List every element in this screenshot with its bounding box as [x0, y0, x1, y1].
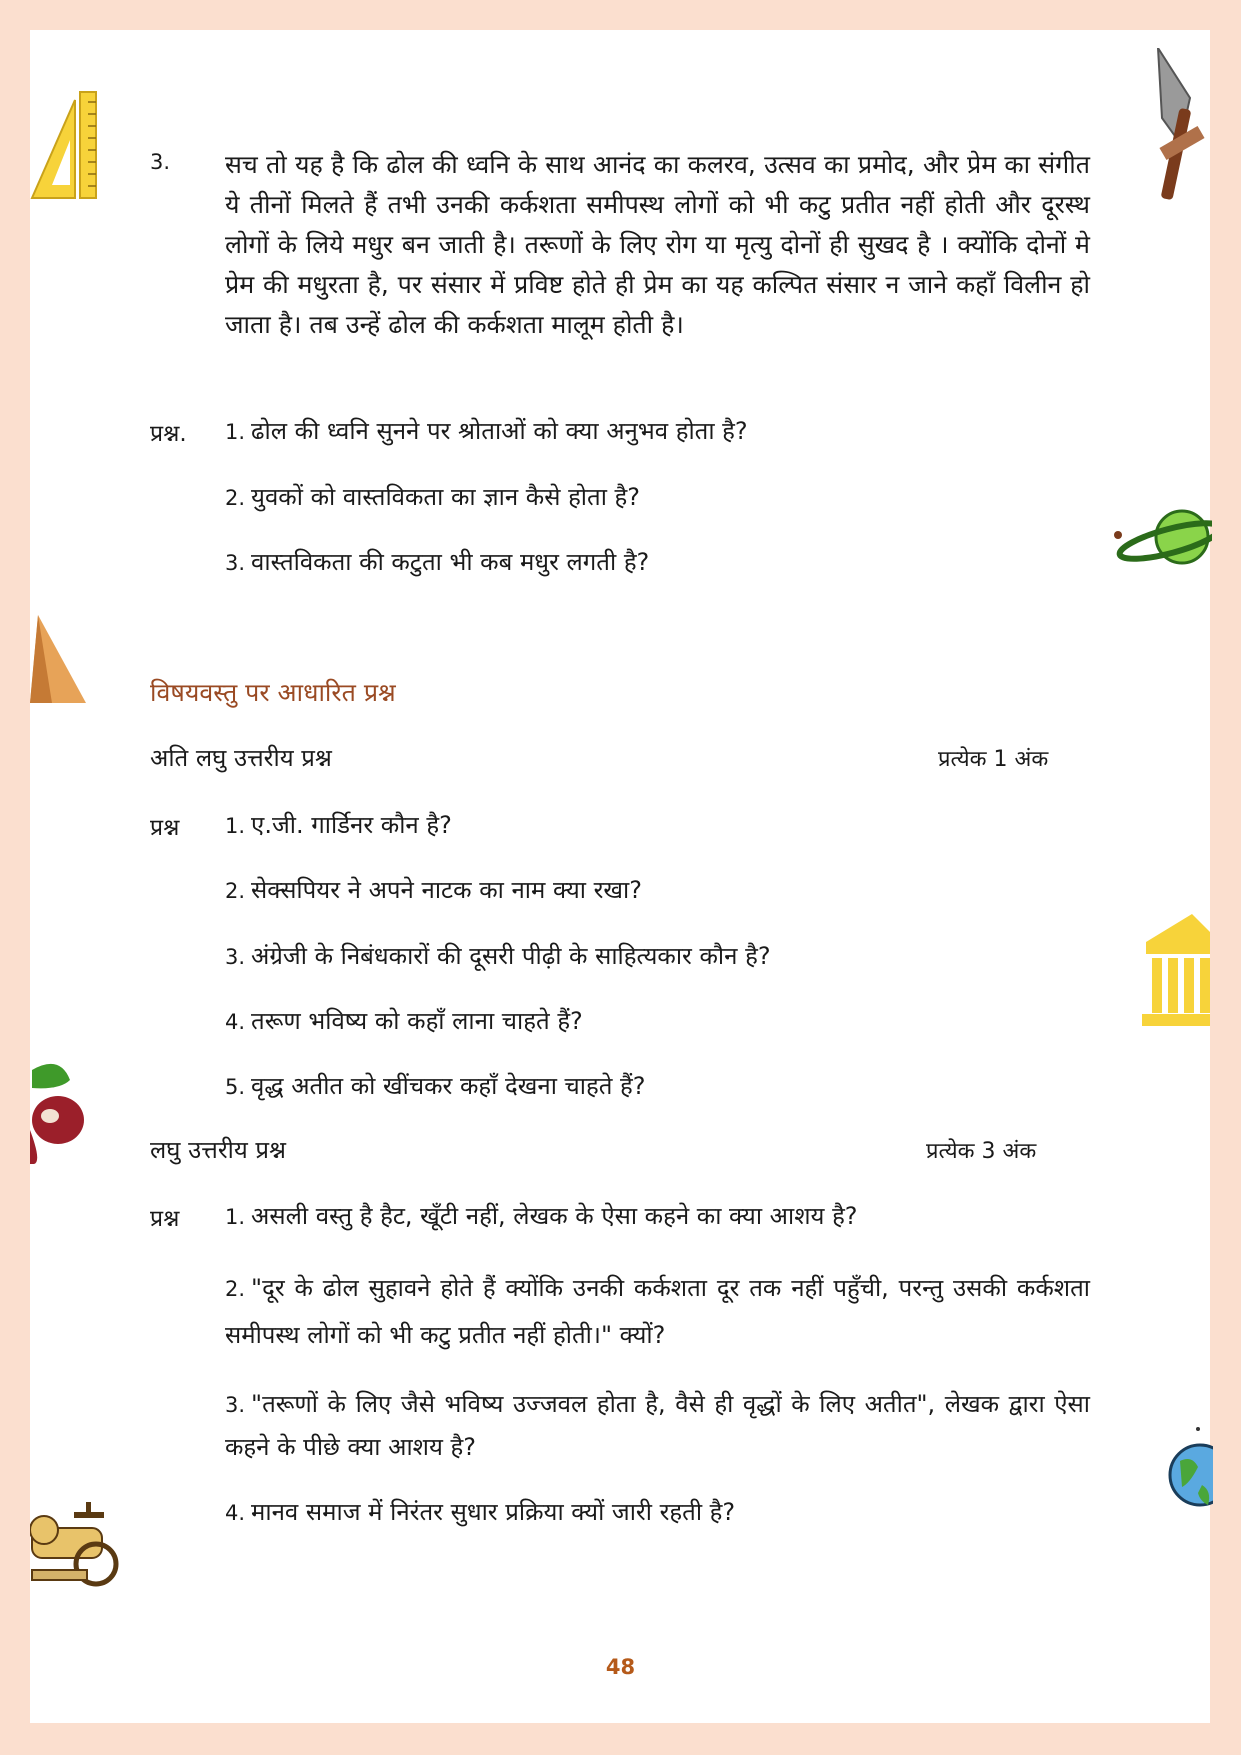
short-title: लघु उत्तरीय प्रश्न [150, 1136, 287, 1164]
short-label: प्रश्न [150, 1206, 180, 1232]
temple-icon [1142, 912, 1210, 1027]
paragraph-number: 3. [150, 150, 171, 174]
stone-axe-icon [1150, 48, 1210, 203]
very-short-question-1: 1. ए.जी. गार्डिनर कौन है? [225, 811, 452, 839]
passage-question-3: 3. वास्तविकता की कटुता भी कब मधुर लगती है? [225, 548, 650, 576]
passage-question-1: 1. ढोल की ध्वनि सुनने पर श्रोताओं को क्या अनुभव होता है? [225, 417, 748, 445]
short-question-2: 2. "दूर के ढोल सुहावने होते हैं क्योंकि उनकी कर्कशता दूर तक नहीं पहुँची, परन्तु उसकी कर्कशता समीपस्थ लोगों को भी कटु प्रतीत नहीं होती।" क्यों? [225, 1274, 1090, 1349]
very-short-question-2: 2. सेक्सपियर ने अपने नाटक का नाम क्या रखा? [225, 876, 643, 904]
very-short-label: प्रश्न [150, 815, 180, 841]
globe-icon [1168, 1425, 1213, 1525]
planet-icon [1112, 505, 1212, 575]
page-number: 48 [605, 1655, 636, 1679]
passage-questions-label: प्रश्न. [150, 421, 187, 447]
very-short-question-3: 3. अंग्रेजी के निबंधकारों की दूसरी पीढ़ी के साहित्यकार कौन है? [225, 942, 771, 970]
pyramid-icon [30, 615, 90, 705]
short-question-1: 1. असली वस्तु है हैट, खूँटी नहीं, लेखक के ऐसा कहने का क्या आशय है? [225, 1202, 858, 1230]
very-short-marks: प्रत्येक 1 अंक [938, 747, 1049, 772]
passage-question-2: 2. युवकों को वास्तविकता का ज्ञान कैसे होता है? [225, 483, 641, 511]
meat-icon [30, 1060, 90, 1165]
short-marks: प्रत्येक 3 अंक [926, 1139, 1037, 1164]
cannon-icon [30, 1500, 125, 1590]
section-heading: विषयवस्तु पर आधारित प्रश्न [150, 678, 396, 707]
very-short-question-5: 5. वृद्ध अतीत को खींचकर कहाँ देखना चाहते हैं? [225, 1072, 646, 1100]
very-short-question-4: 4. तरूण भविष्य को कहाँ लाना चाहते हैं? [225, 1007, 583, 1035]
very-short-title: अति लघु उत्तरीय प्रश्न [150, 744, 332, 772]
short-question-4: 4. मानव समाज में निरंतर सुधार प्रक्रिया क्यों जारी रहती है? [225, 1498, 736, 1526]
short-question-3: 3. "तरूणों के लिए जैसे भविष्य उज्जवल होता है, वैसे ही वृद्धों के लिए अतीत", लेखक द्वारा ऐसा कहने के पीछे क्या आशय है? [225, 1390, 1090, 1461]
ruler-triangle-icon [30, 90, 100, 200]
passage-paragraph: सच तो यह है कि ढोल की ध्वनि के साथ आनंद का कलरव, उत्सव का प्रमोद, और प्रेम का संगीत ये तीनों मिलते हैं तभी उनकी कर्कशता समीपस्थ लोगों को भी कटु प्रतीत नहीं होती और दूरस्थ लोगों के लिये मधुर बन जाती है। तरूणों के लिए रोग या मृत्यु दोनों ही सुखद है । क्योंकि दोनों मे प्रेम की मधुरता है, पर संसार में प्रविष्ट होते ही प्रेम का यह कल्पित संसार न जाने कहाँ विलीन हो जाता है। तब उन्हें ढोल की कर्कशता मालूम होती है। [225, 150, 1090, 339]
